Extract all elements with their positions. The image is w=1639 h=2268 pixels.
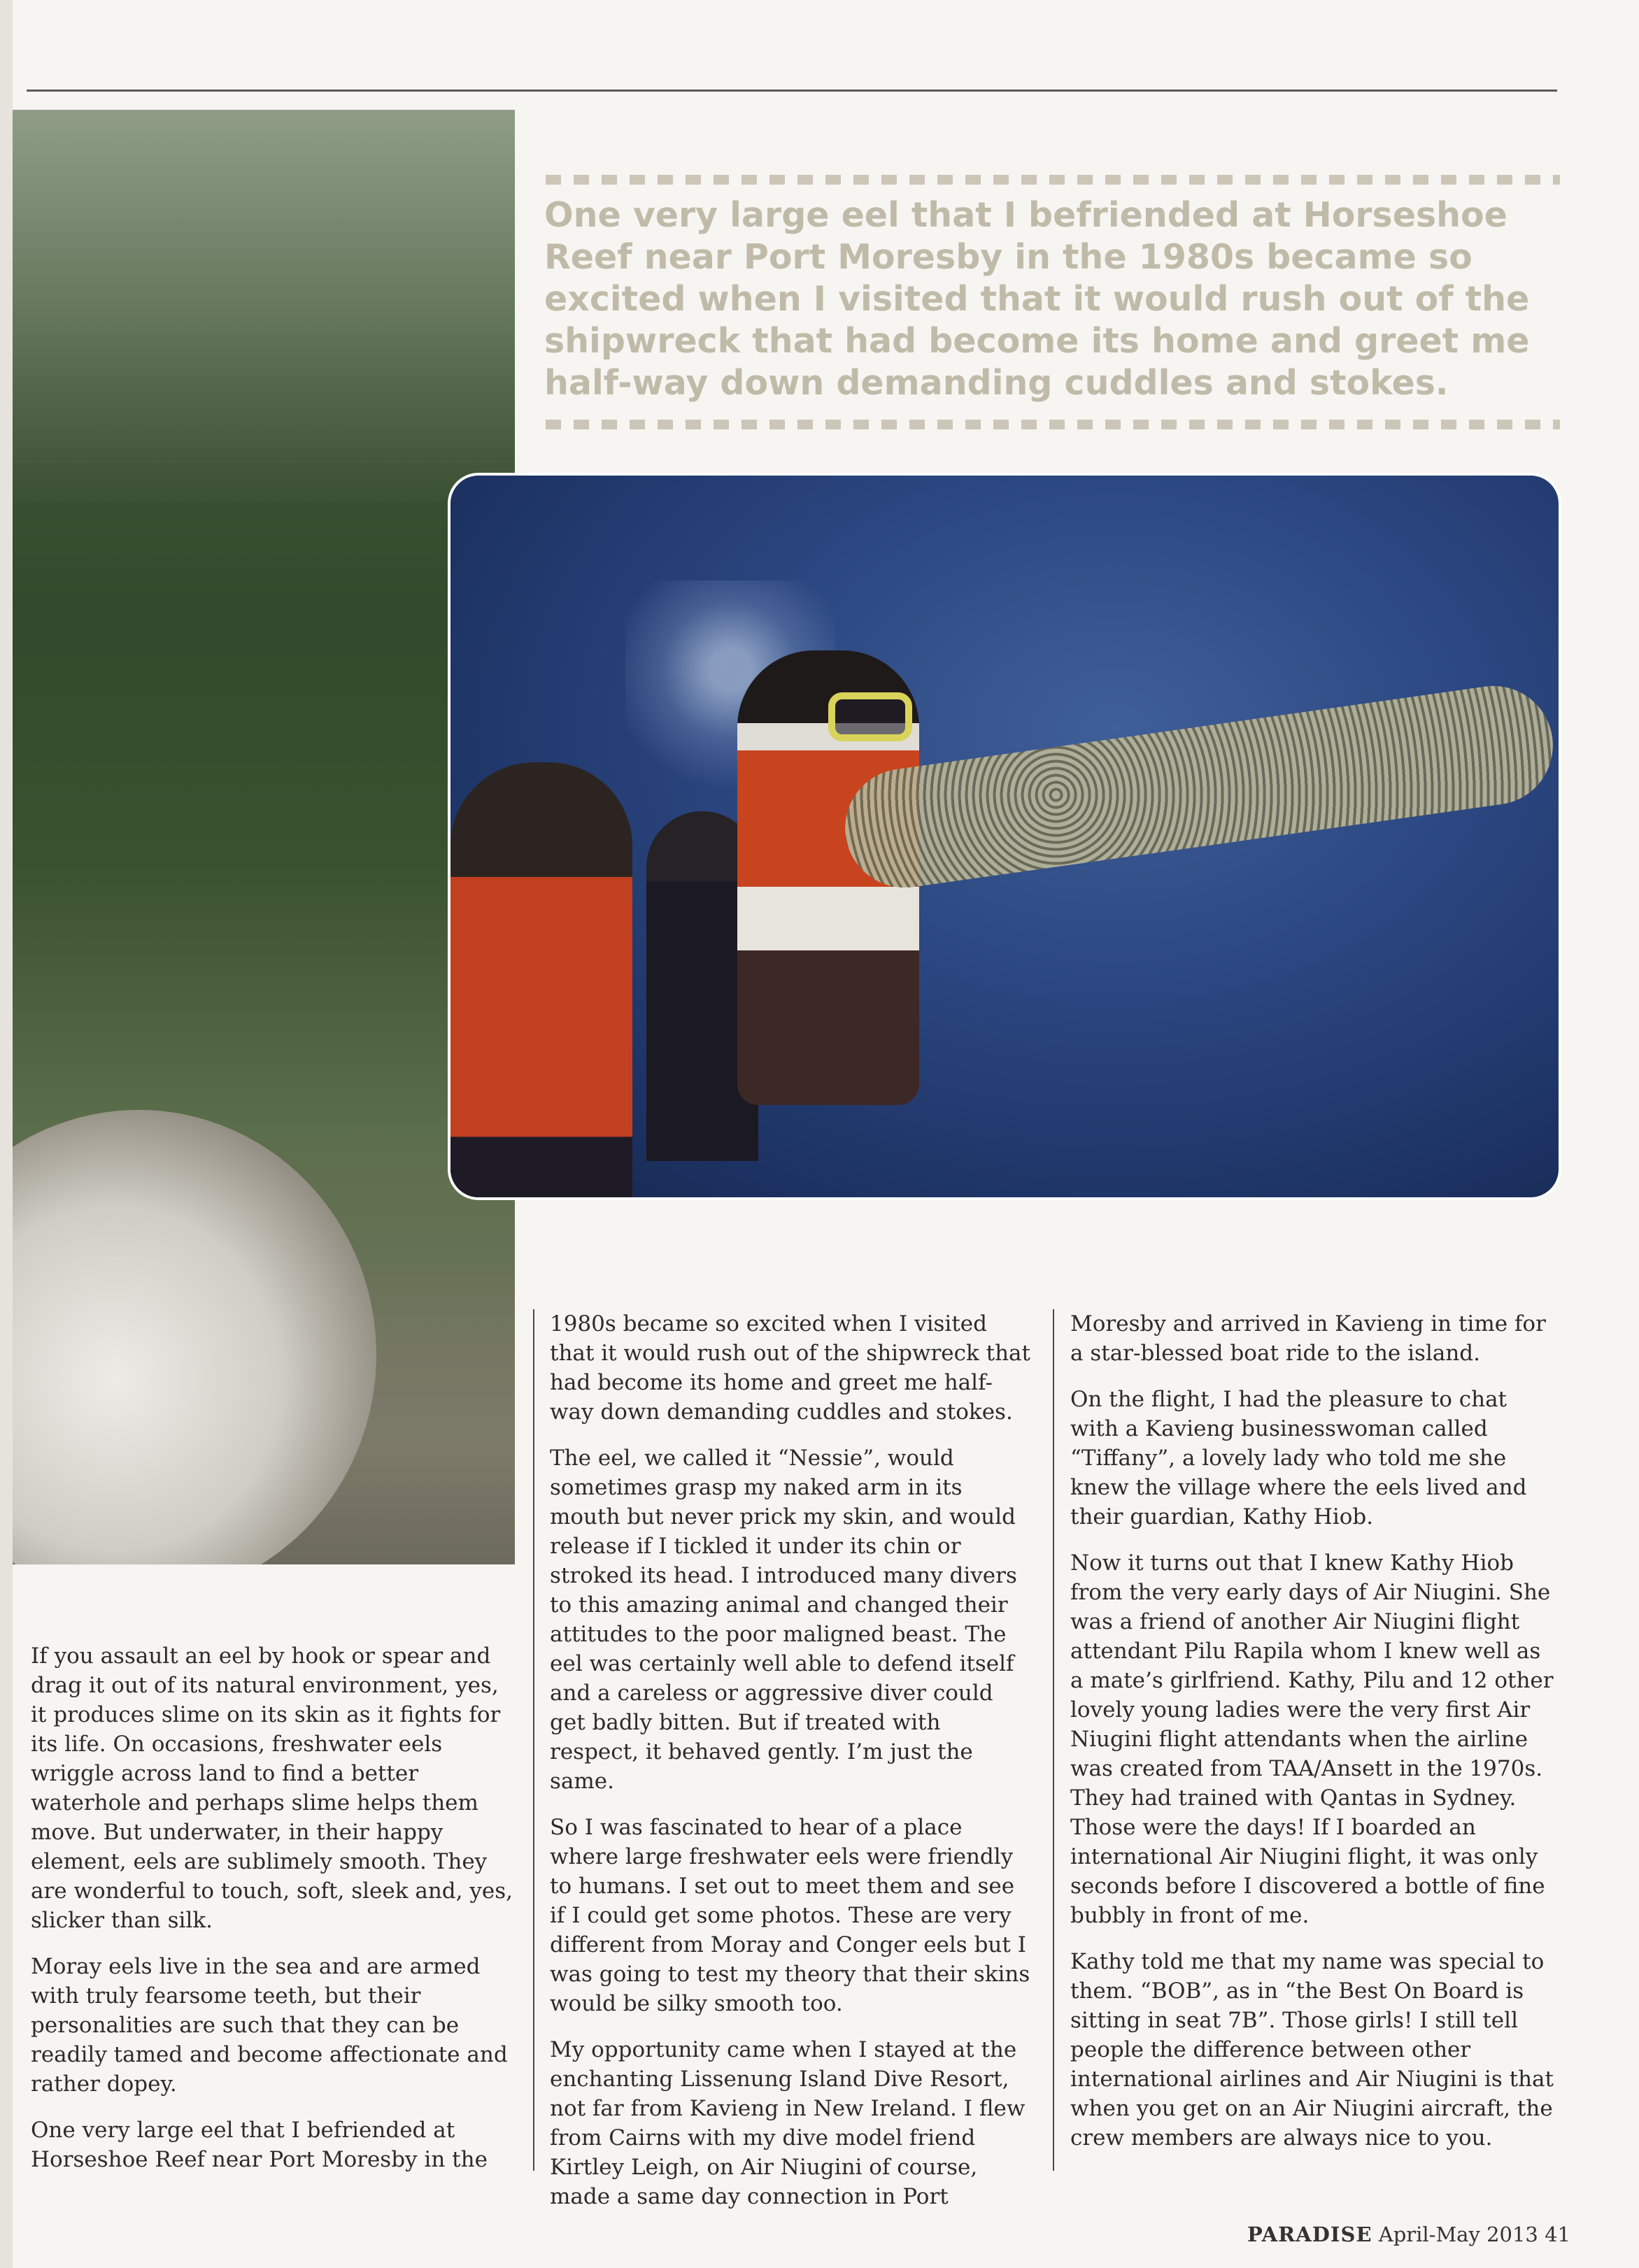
freshwater-eel-photo <box>13 110 515 1564</box>
paragraph: If you assault an eel by hook or spear and drag it out of its natural environment, yes, it produces slime on its skin as it fights for its life. On occasions, freshwater eels wriggle across land to find a better waterhole and perhaps slime helps them move. But underwater, in their happy element, eels are sublimely smooth. They are wonderful to touch, soft, sleek and, yes, slicker than silk. <box>31 1643 513 1933</box>
moray-eel <box>837 678 1561 895</box>
eel-body <box>13 1110 376 1564</box>
paragraph: The eel, we called it “Nessie”, would sometimes grasp my naked arm in its mouth but never prick my skin, and would release if I tickled it under its chin or stroked its head. I introduced many divers to this amazing animal and changed their attitudes to the poor maligned beast. The eel was certainly well able to defend itself and a careless or aggressive diver could get badly bitten. But if treated with respect, it behaved gently. I’m just the same. <box>550 1446 1017 1794</box>
issue-date: April-May 2013 <box>1378 2223 1538 2246</box>
paragraph: One very large eel that I befriended at Horseshoe Reef near Port Moresby in the <box>31 2118 488 2172</box>
pull-quote-top-dashes <box>546 175 1560 185</box>
paragraph: Moray eels live in the sea and are armed with truly fearsome teeth, but their personalities are such that they can be readily tamed and become affectionate and rather dopey. <box>31 1954 508 2097</box>
column-divider <box>533 1309 534 2171</box>
paragraph: Moresby and arrived in Kavieng in time for a star-blessed boat ride to the island. <box>1070 1311 1546 1366</box>
text-column-2 <box>550 1309 1033 2228</box>
page-footer <box>1247 2223 1570 2246</box>
text-column-3 <box>1070 1309 1560 2169</box>
top-rule <box>27 90 1557 92</box>
paragraph: 1980s became so excited when I visited that it would rush out of the shipwreck that had become its home and greet me half-way down demanding cuddles and stokes. <box>550 1311 1030 1425</box>
paragraph: Now it turns out that I knew Kathy Hiob from the very early days of Air Niugini. She was a friend of another Air Niugini flight attendant Pilu Rapila whom I knew well as a mate’s girlfriend. Kathy, Pilu and 12 other lovely young ladies were the very first Air Niugini flight attendants when the airline was created from TAA/Ansett in the 1970s. They had trained with Qantas in Sydney. Those were the days! If I boarded an international Air Niugini flight, it was only seconds before I discovered a bottle of fine bubbly in front of me. <box>1070 1550 1554 1928</box>
magazine-name: PARADISE <box>1247 2223 1372 2246</box>
page-edge <box>0 0 13 2268</box>
pull-quote: One very large eel that I befriended at Horseshoe Reef near Port Moresby in the 1980s became so excited when I visited that it would rush out of the shipwreck that had become its home and greet me half-way down demanding cuddles and stokes. <box>544 195 1530 403</box>
moray-eel-divers-photo <box>448 473 1561 1200</box>
pull-quote-bottom-dashes <box>546 420 1560 429</box>
paragraph: On the flight, I had the pleasure to chat with a Kavieng businesswoman called “Tiffany”, a lovely lady who told me she knew the village where the eels lived and their guardian, Kathy Hiob. <box>1070 1387 1527 1529</box>
paragraph: So I was fascinated to hear of a place where large freshwater eels were friendly to humans. I set out to meet them and see if I could get some photos. These are very different from Moray and Conger eels but I was going to test my theory that their skins would be silky smooth too. <box>550 1815 1030 2016</box>
diver-left <box>450 762 632 1200</box>
column-divider <box>1053 1309 1054 2171</box>
paragraph: My opportunity came when I stayed at the enchanting Lissenung Island Dive Resort, not far from Kavieng in New Ireland. I flew from Cairns with my dive model friend Kirtley Leigh, on Air Niugini of course, made a same day connection in Port <box>550 2037 1026 2209</box>
dive-mask <box>828 692 912 741</box>
page-number: 41 <box>1545 2223 1570 2246</box>
water-surface <box>13 110 515 501</box>
text-column-1 <box>31 1641 513 2191</box>
paragraph: Kathy told me that my name was special to them. “BOB”, as in “the Best On Board is sitting in seat 7B”. Those girls! I still tell people the difference between other international airlines and Air Niugini is that when you get on an Air Niugini aircraft, the crew members are always nice to you. <box>1070 1949 1554 2151</box>
